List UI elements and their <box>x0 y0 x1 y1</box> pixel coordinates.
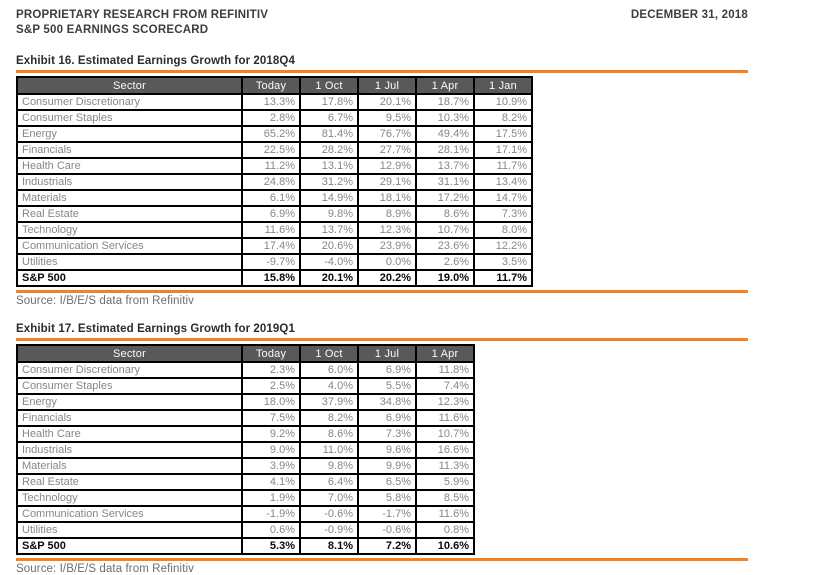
value-cell: 13.3% <box>242 94 300 110</box>
value-cell: 6.4% <box>300 474 358 490</box>
sector-cell: Industrials <box>17 442 242 458</box>
report-date: DECEMBER 31, 2018 <box>630 9 748 21</box>
table-row <box>17 458 474 474</box>
table-row <box>17 206 532 222</box>
value-cell: 11.6% <box>242 222 300 238</box>
sector-cell: Materials <box>17 458 242 474</box>
value-cell: 13.4% <box>474 174 532 190</box>
value-cell: 28.2% <box>300 142 358 158</box>
table-row <box>17 410 474 426</box>
value-cell: 7.2% <box>358 538 416 554</box>
value-cell: 14.7% <box>474 190 532 206</box>
value-cell: -1.9% <box>242 506 300 522</box>
value-cell: -9.7% <box>242 254 300 270</box>
value-cell: 12.2% <box>474 238 532 254</box>
sector-cell: Communication Services <box>17 238 242 254</box>
value-cell: 6.9% <box>242 206 300 222</box>
table-row <box>17 474 474 490</box>
value-cell: 28.1% <box>416 142 474 158</box>
sector-cell: Real Estate <box>17 474 242 490</box>
value-cell: 12.3% <box>416 394 474 410</box>
column-header: 1 Apr <box>416 77 474 94</box>
table-row <box>17 394 474 410</box>
value-cell: 49.4% <box>416 126 474 142</box>
value-cell: 10.6% <box>416 538 474 554</box>
sector-cell: Utilities <box>17 522 242 538</box>
value-cell: 11.7% <box>474 270 532 286</box>
exhibit-17-title: Exhibit 17. Estimated Earnings Growth for 2019Q1 <box>16 323 748 341</box>
value-cell: 7.3% <box>358 426 416 442</box>
value-cell: 29.1% <box>358 174 416 190</box>
sector-cell: S&P 500 <box>17 270 242 286</box>
value-cell: 8.0% <box>474 222 532 238</box>
value-cell: 13.7% <box>416 158 474 174</box>
value-cell: 17.2% <box>416 190 474 206</box>
value-cell: 6.1% <box>242 190 300 206</box>
value-cell: 6.9% <box>358 410 416 426</box>
value-cell: 6.0% <box>300 362 358 378</box>
value-cell: -4.0% <box>300 254 358 270</box>
table-row <box>17 190 532 206</box>
column-header: 1 Oct <box>300 345 358 362</box>
value-cell: 31.2% <box>300 174 358 190</box>
source-note: Source: I/B/E/S data from Refinitiv <box>16 563 194 575</box>
value-cell: 27.7% <box>358 142 416 158</box>
value-cell: 81.4% <box>300 126 358 142</box>
value-cell: 11.6% <box>416 410 474 426</box>
value-cell: 18.7% <box>416 94 474 110</box>
total-row <box>17 270 532 286</box>
sector-cell: Consumer Discretionary <box>17 362 242 378</box>
value-cell: 11.0% <box>300 442 358 458</box>
sector-cell: Financials <box>17 142 242 158</box>
value-cell: 11.6% <box>416 506 474 522</box>
table-row <box>17 426 474 442</box>
value-cell: 9.5% <box>358 110 416 126</box>
value-cell: 7.5% <box>242 410 300 426</box>
value-cell: 7.4% <box>416 378 474 394</box>
value-cell: 23.6% <box>416 238 474 254</box>
table-row <box>17 506 474 522</box>
exhibit-16-title: Exhibit 16. Estimated Earnings Growth for 2018Q4 <box>16 55 748 73</box>
value-cell: 3.9% <box>242 458 300 474</box>
value-cell: -1.7% <box>358 506 416 522</box>
value-cell: 9.2% <box>242 426 300 442</box>
value-cell: 13.7% <box>300 222 358 238</box>
sector-cell: Technology <box>17 222 242 238</box>
value-cell: 7.0% <box>300 490 358 506</box>
value-cell: 12.9% <box>358 158 416 174</box>
column-header: Sector <box>17 345 242 362</box>
column-header: 1 Jan <box>474 77 532 94</box>
value-cell: 23.9% <box>358 238 416 254</box>
value-cell: 6.9% <box>358 362 416 378</box>
column-header: 1 Oct <box>300 77 358 94</box>
table-row <box>17 254 532 270</box>
value-cell: 20.6% <box>300 238 358 254</box>
value-cell: 9.6% <box>358 442 416 458</box>
value-cell: 9.8% <box>300 458 358 474</box>
sector-cell: Consumer Staples <box>17 378 242 394</box>
value-cell: 7.3% <box>474 206 532 222</box>
value-cell: 8.6% <box>300 426 358 442</box>
value-cell: 20.1% <box>358 94 416 110</box>
page-title: S&P 500 EARNINGS SCORECARD <box>16 24 209 36</box>
column-header: Today <box>242 77 300 94</box>
sector-cell: Consumer Discretionary <box>17 94 242 110</box>
column-header: Today <box>242 345 300 362</box>
value-cell: 0.6% <box>242 522 300 538</box>
value-cell: 19.0% <box>416 270 474 286</box>
value-cell: 10.9% <box>474 94 532 110</box>
value-cell: 0.0% <box>358 254 416 270</box>
value-cell: 20.2% <box>358 270 416 286</box>
value-cell: 4.1% <box>242 474 300 490</box>
value-cell: 76.7% <box>358 126 416 142</box>
value-cell: 8.2% <box>474 110 532 126</box>
sector-cell: Health Care <box>17 426 242 442</box>
value-cell: 1.9% <box>242 490 300 506</box>
exhibit-16-table <box>16 76 533 287</box>
exhibit-17-table <box>16 344 475 555</box>
value-cell: 8.5% <box>416 490 474 506</box>
table-row <box>17 378 474 394</box>
value-cell: 65.2% <box>242 126 300 142</box>
total-row <box>17 538 474 554</box>
value-cell: 8.6% <box>416 206 474 222</box>
value-cell: 16.6% <box>416 442 474 458</box>
column-header: 1 Jul <box>358 77 416 94</box>
accent-rule <box>16 290 748 293</box>
value-cell: 6.5% <box>358 474 416 490</box>
source-note: Source: I/B/E/S data from Refinitiv <box>16 295 194 307</box>
value-cell: 8.2% <box>300 410 358 426</box>
value-cell: 10.7% <box>416 426 474 442</box>
value-cell: 5.9% <box>416 474 474 490</box>
value-cell: 11.7% <box>474 158 532 174</box>
page-header <box>16 8 748 38</box>
table-row <box>17 442 474 458</box>
sector-cell: Industrials <box>17 174 242 190</box>
sector-cell: S&P 500 <box>17 538 242 554</box>
table-row <box>17 110 532 126</box>
sector-cell: Energy <box>17 394 242 410</box>
value-cell: 3.5% <box>474 254 532 270</box>
value-cell: 9.8% <box>300 206 358 222</box>
value-cell: 22.5% <box>242 142 300 158</box>
exhibit-17-section <box>16 323 748 575</box>
value-cell: 8.1% <box>300 538 358 554</box>
sector-cell: Utilities <box>17 254 242 270</box>
table-header-row <box>17 77 532 94</box>
value-cell: 17.1% <box>474 142 532 158</box>
table-row <box>17 94 532 110</box>
table-row <box>17 238 532 254</box>
value-cell: -0.6% <box>300 506 358 522</box>
table-row <box>17 126 532 142</box>
table-header-row <box>17 345 474 362</box>
value-cell: 0.8% <box>416 522 474 538</box>
value-cell: 4.0% <box>300 378 358 394</box>
value-cell: 11.3% <box>416 458 474 474</box>
value-cell: 18.0% <box>242 394 300 410</box>
value-cell: 10.7% <box>416 222 474 238</box>
value-cell: 17.5% <box>474 126 532 142</box>
value-cell: 9.0% <box>242 442 300 458</box>
value-cell: -0.6% <box>358 522 416 538</box>
page-header-left <box>16 8 268 38</box>
column-header: Sector <box>17 77 242 94</box>
table-row <box>17 158 532 174</box>
value-cell: 12.3% <box>358 222 416 238</box>
value-cell: 9.9% <box>358 458 416 474</box>
value-cell: 5.8% <box>358 490 416 506</box>
value-cell: 34.8% <box>358 394 416 410</box>
table-row <box>17 490 474 506</box>
sector-cell: Materials <box>17 190 242 206</box>
table-row <box>17 174 532 190</box>
sector-cell: Real Estate <box>17 206 242 222</box>
table-row <box>17 222 532 238</box>
value-cell: 17.4% <box>242 238 300 254</box>
value-cell: 13.1% <box>300 158 358 174</box>
value-cell: -0.9% <box>300 522 358 538</box>
value-cell: 17.8% <box>300 94 358 110</box>
value-cell: 5.3% <box>242 538 300 554</box>
table-row <box>17 522 474 538</box>
value-cell: 11.2% <box>242 158 300 174</box>
sector-cell: Communication Services <box>17 506 242 522</box>
value-cell: 2.6% <box>416 254 474 270</box>
sector-cell: Financials <box>17 410 242 426</box>
value-cell: 20.1% <box>300 270 358 286</box>
value-cell: 11.8% <box>416 362 474 378</box>
value-cell: 15.8% <box>242 270 300 286</box>
value-cell: 2.5% <box>242 378 300 394</box>
value-cell: 5.5% <box>358 378 416 394</box>
sector-cell: Energy <box>17 126 242 142</box>
research-label: PROPRIETARY RESEARCH FROM REFINITIV <box>16 9 269 21</box>
sector-cell: Technology <box>17 490 242 506</box>
table-row <box>17 142 532 158</box>
value-cell: 6.7% <box>300 110 358 126</box>
value-cell: 37.9% <box>300 394 358 410</box>
column-header: 1 Jul <box>358 345 416 362</box>
accent-rule <box>16 558 748 561</box>
value-cell: 14.9% <box>300 190 358 206</box>
table-row <box>17 362 474 378</box>
column-header: 1 Apr <box>416 345 474 362</box>
value-cell: 24.8% <box>242 174 300 190</box>
value-cell: 18.1% <box>358 190 416 206</box>
sector-cell: Health Care <box>17 158 242 174</box>
sector-cell: Consumer Staples <box>17 110 242 126</box>
exhibit-16-section <box>16 55 748 307</box>
value-cell: 8.9% <box>358 206 416 222</box>
value-cell: 2.8% <box>242 110 300 126</box>
value-cell: 31.1% <box>416 174 474 190</box>
value-cell: 2.3% <box>242 362 300 378</box>
value-cell: 10.3% <box>416 110 474 126</box>
